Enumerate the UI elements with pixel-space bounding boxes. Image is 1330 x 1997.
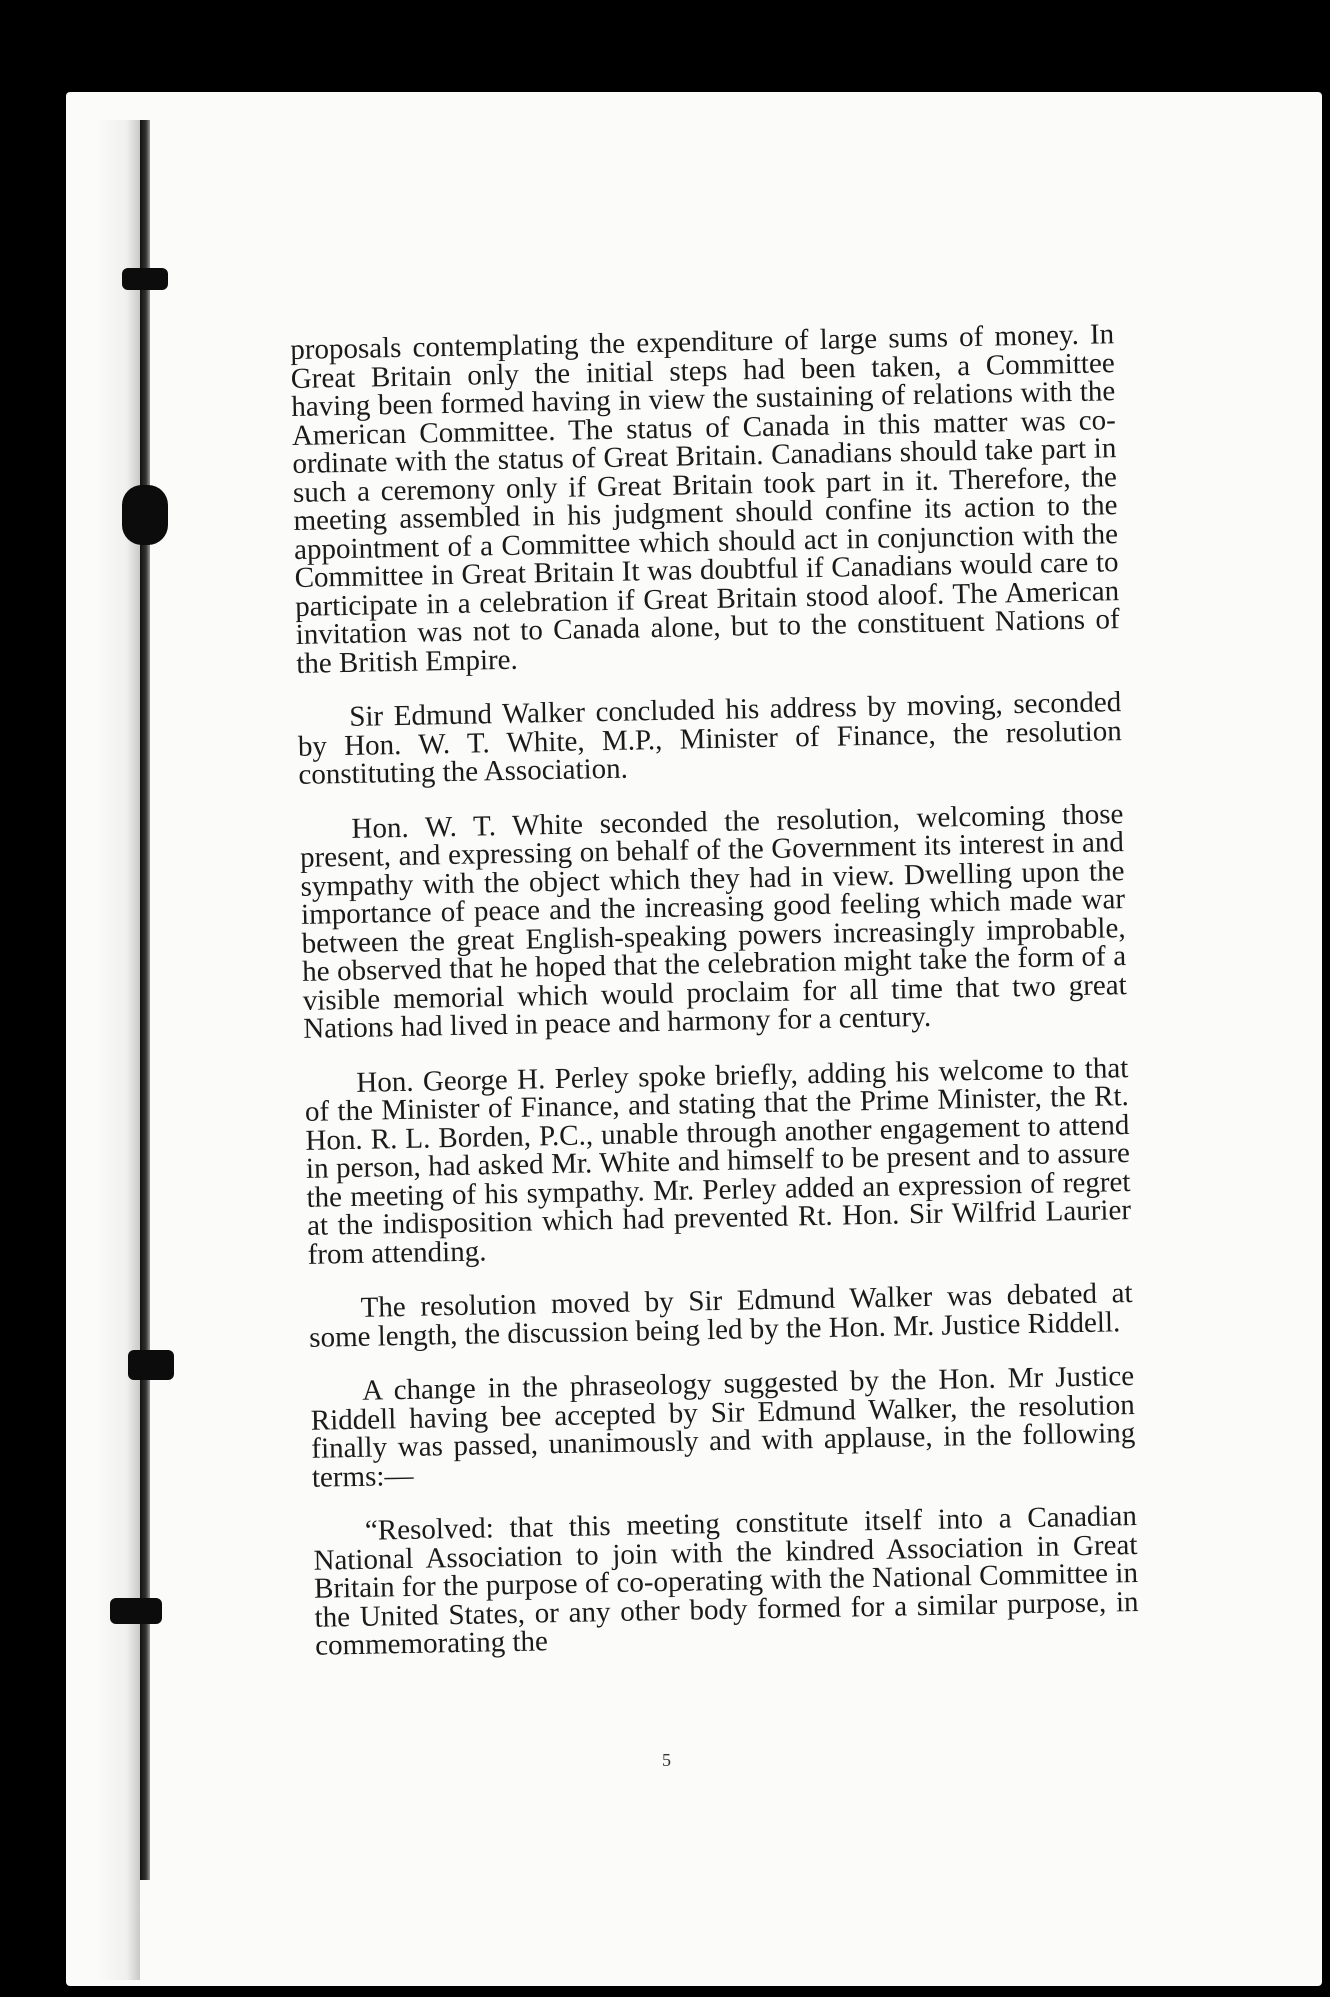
binding-shadow: [95, 120, 140, 1980]
paragraph: Sir Edmund Walker concluded his address by moving, seconded by Hon. W. T. White, M.P., Minister of Finance, the resolution constituting the Association.: [297, 686, 1123, 791]
paragraph: The resolution moved by Sir Edmund Walker was debated at some length, the discussion being led by the Hon. Mr. Justice Riddell.: [308, 1277, 1133, 1354]
paragraph: “Resolved: that this meeting constitute itself into a Canadian National Association to join with the kindred Association in Great Britain for the purpose of co-operating with the National Committee in the United States, or any other body formed for a similar purpose, in commemorating the: [313, 1499, 1139, 1662]
binding-staple: [122, 485, 168, 545]
paragraph: Hon. W. T. White seconded the resolution, welcoming those present, and expressing on behalf of the Government its interest in and sympathy with the object which they had in view. Dwelling upon the importance of peace and the increasing good feeling which made war between the great English-speaking powers increasingly improbable, he observed that he hoped that the celebration might take the form of a visible memorial which would proclaim for all time that two great Nations had lived in peace and harmony for a century.: [299, 797, 1127, 1045]
page-body-text: [290, 320, 1140, 1686]
page-number: 5: [662, 1750, 671, 1770]
paragraph: Hon. George H. Perley spoke briefly, adding his welcome to that of the Minister of Finance, and stating that the Prime Minister, the Rt. Hon. R. L. Borden, P.C., unable through another engagement to attend in person, had asked Mr. White and himself to be present and to assure the meeting of his sympathy. Mr. Perley added an expression of regret at the indisposition which had prevented Rt. Hon. Sir Wilfrid Laurier from attending.: [304, 1051, 1132, 1271]
binding-staple: [122, 268, 168, 290]
paragraph: A change in the phraseology suggested by the Hon. Mr Justice Riddell having bee accepted by Sir Edmund Walker, the resolution finally was passed, unanimously and with applause, in the following terms:—: [310, 1359, 1136, 1494]
binding-staple: [128, 1350, 174, 1380]
binding-staple: [110, 1598, 162, 1624]
paragraph: proposals contemplating the expenditure of large sums of money. In Great Britain only the initial steps had been taken, a Committee having been formed having in view the sustaining of relations with the American Committee. The status of Canada in this matter was co-ordinate with the status of Great Britain. Canadians should take part in such a ceremony only if Great Britain took part in it. Therefore, the meeting assembled in his judgment should confine its action to the appointment of a Committee which should act in conjunction with the Committee in Great Britain It was doubtful if Canadians would care to participate in a celebration if Great Britain stood aloof. The American invitation was not to Canada alone, but to the constituent Nations of the British Empire.: [289, 318, 1120, 680]
